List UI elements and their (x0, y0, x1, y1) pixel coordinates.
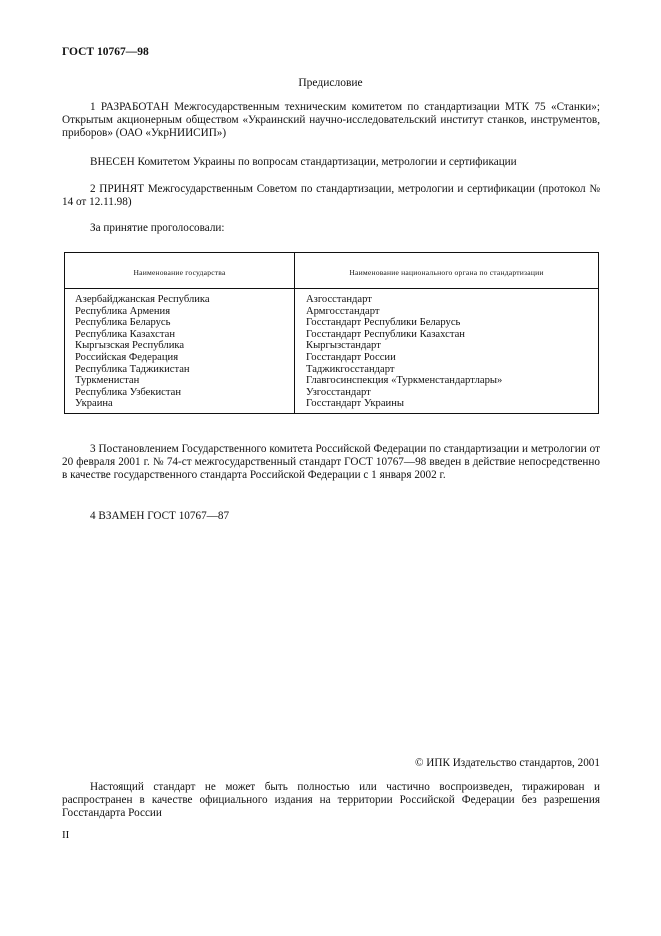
table-cell-state: Российская Федерация (75, 351, 179, 363)
table-cell-body: Госстандарт России (306, 351, 396, 363)
table-cell-body: Таджикгосстандарт (306, 363, 395, 375)
voted-caption (62, 222, 600, 235)
reproduction-notice (62, 781, 600, 820)
table-cell-body: Кыргызстандарт (306, 340, 381, 352)
copyright-line: © ИПК Издательство стандартов, 2001 (414, 757, 600, 769)
preface-introduced (62, 156, 600, 169)
table-cell-body: Узгосстандарт (306, 386, 371, 398)
table-column-states (75, 294, 210, 410)
table-cell-body: Главгосинспекция «Туркменстандартлары» (306, 375, 503, 387)
table-cell-state: Республика Казахстан (75, 328, 176, 340)
preface-item-1-text: 1 РАЗРАБОТАН Межгосударственным техническим комитетом по стандартизации МТК 75 «Станки»; Открытым акционерным обществом «Украинский научно-исследовательский институт станков, инструментов, приборов» (ОАО «УкрНИИСИП») (62, 101, 600, 139)
preface-item-2 (62, 183, 600, 209)
table-header-body: Наименование национального органа по стандартизации (349, 268, 544, 277)
table-cell-state: Республика Таджикистан (75, 363, 190, 375)
table-cell-state: Республика Армения (75, 305, 171, 317)
table-cell-state: Республика Узбекистан (75, 386, 182, 398)
preface-item-3 (62, 443, 600, 482)
preface-title: Предисловие (298, 77, 363, 89)
table-cell-state: Кыргызская Республика (75, 340, 185, 352)
preface-item-4 (62, 510, 600, 523)
table-cell-body: Госстандарт Республики Казахстан (306, 328, 465, 340)
table-cell-body: Госстандарт Республики Беларусь (306, 317, 461, 329)
table-header-state: Наименование государства (133, 268, 226, 277)
reproduction-notice-text: Настоящий стандарт не может быть полностью или частично воспроизведен, тиражирован и распространен в качестве официального издания на территории Российской Федерации без разрешения Госстандарта России (62, 781, 600, 819)
table-header-divider (65, 288, 598, 289)
table-cell-state: Республика Беларусь (75, 317, 171, 329)
document-code: ГОСТ 10767—98 (62, 46, 149, 58)
table-cell-state: Украина (75, 398, 113, 410)
table-cell-body: Госстандарт Украины (306, 398, 404, 410)
preface-item-4-text: 4 ВЗАМЕН ГОСТ 10767—87 (90, 510, 230, 522)
table-cell-state: Туркменистан (75, 375, 140, 387)
table-cell-state: Азербайджанская Республика (75, 294, 210, 305)
page-number: II (62, 829, 70, 841)
voted-caption-text: За принятие проголосовали: (90, 222, 225, 234)
voting-table (64, 252, 599, 414)
preface-item-3-text: 3 Постановлением Государственного комитета Российской Федерации по стандартизации и метрологии от 20 февраля 2001 г. № 74-ст межгосударственный стандарт ГОСТ 10767—98 введен в действие непосредственно в качестве государственного стандарта Российской Федерации с 1 января 2002 г. (62, 443, 600, 481)
preface-item-1 (62, 101, 600, 140)
table-column-bodies (306, 294, 502, 410)
preface-item-2-text: 2 ПРИНЯТ Межгосударственным Советом по стандартизации, метрологии и сертификации (протокол № 14 от 12.11.98) (62, 183, 600, 208)
table-cell-body: Армгосстандарт (306, 305, 380, 317)
preface-introduced-text: ВНЕСЕН Комитетом Украины по вопросам стандартизации, метрологии и сертификации (90, 156, 517, 168)
table-cell-body: Азгосстандарт (306, 294, 372, 305)
